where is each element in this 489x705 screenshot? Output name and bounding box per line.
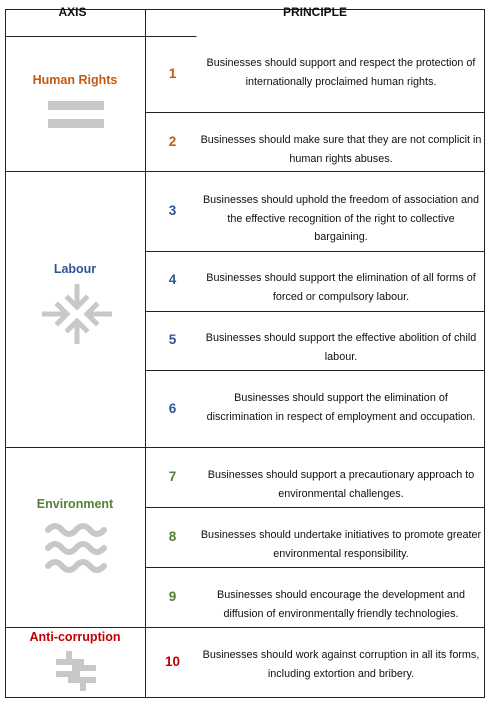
principle-text: Businesses should encourage the development and diffusion of environmentally friendly technologies. <box>217 589 465 620</box>
principle-text: Businesses should undertake initiatives to promote greater environmental responsibility. <box>200 529 482 560</box>
principle-number: 7 <box>168 469 177 484</box>
principle-number: 9 <box>168 589 177 604</box>
axis-column-header: AXIS <box>58 5 87 19</box>
principle-text: Businesses should support the elimination of all forms of forced or compulsory labour. <box>206 272 476 303</box>
axis-label-environment: Environment <box>36 497 114 511</box>
axis-label-labour: Labour <box>53 262 97 276</box>
principle-column-header: PRINCIPLE <box>282 5 347 19</box>
principle-number: 5 <box>168 332 177 347</box>
broken-chain-icon <box>55 650 97 692</box>
waves-icon <box>45 520 107 576</box>
principle-text: Businesses should support a precautionary approach to environmental challenges. <box>207 469 475 500</box>
principle-text: Businesses should support the elimination of discrimination in respect of employment and occupation. <box>206 392 476 423</box>
principle-number: 8 <box>168 529 177 544</box>
axis-label-anti-corruption: Anti-corruption <box>29 630 121 644</box>
principle-number: 4 <box>168 272 177 287</box>
principle-number: 3 <box>168 203 177 218</box>
principle-text: Businesses should uphold the freedom of association and the effective recognition of the right to collective bargaining. <box>202 194 480 243</box>
principle-text: Businesses should work against corruption in all its forms, including extortion and bribery. <box>202 649 480 680</box>
principle-number: 10 <box>164 654 181 669</box>
principle-text: Businesses should make sure that they are not complicit in human rights abuses. <box>200 134 482 165</box>
principle-number: 2 <box>168 134 177 149</box>
principle-text: Businesses should support and respect the protection of internationally proclaimed human rights. <box>206 57 476 88</box>
equals-icon <box>48 98 104 132</box>
axis-label-human-rights: Human Rights <box>32 73 118 87</box>
principle-number: 6 <box>168 401 177 416</box>
principle-number: 1 <box>168 66 177 81</box>
principle-text: Businesses should support the effective abolition of child labour. <box>205 332 477 363</box>
converging-arrows-icon <box>42 284 112 344</box>
